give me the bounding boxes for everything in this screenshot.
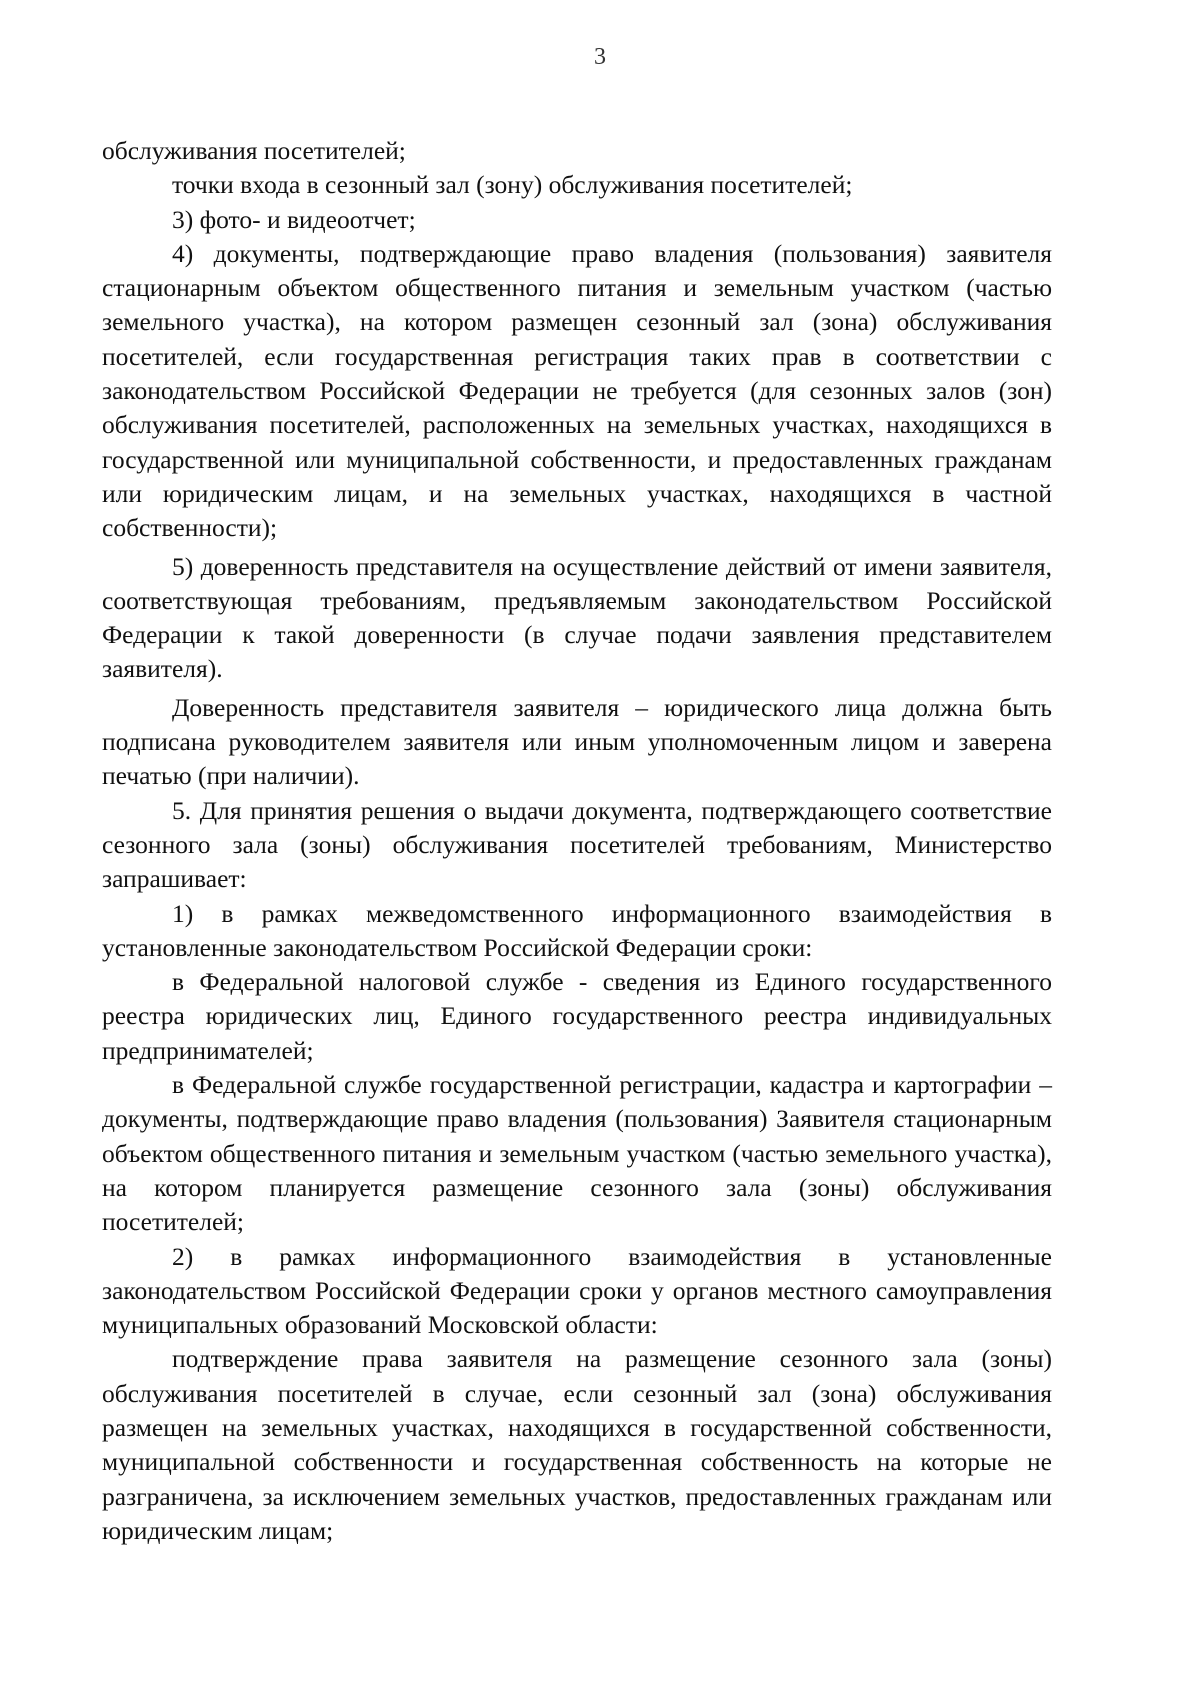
paragraph-subitem-1: 1) в рамках межведомственного информационного взаимодействия в установленные законодательством Российской Федерации сроки: [102, 898, 1052, 962]
paragraph-power-of-attorney: Доверенность представителя заявителя – юридического лица должна быть подписана руководителем заявителя или иным уполномоченным лицом и заверена печатью (при наличии). [102, 692, 1052, 791]
page-number: 3 [594, 44, 606, 70]
paragraph-tax-service: в Федеральной налоговой службе - сведения из Единого государственного реестра юридических лиц, Единого государственного реестра индивидуальных предпринимателей; [102, 967, 1052, 1065]
paragraph-registration-service: в Федеральной службе государственной регистрации, кадастра и картографии – документы, подтверждающие право владения (пользования) Заявителя стационарным объектом общественного питания и земельным участком (частью земельного участка), на котором планируется размещение сезонного зала (зоны) обслуживания посетителей; [102, 1070, 1052, 1237]
paragraph-subitem-2: 2) в рамках информационного взаимодействия в установленные законодательством Российской Федерации сроки у органов местного самоуправления муниципальных образований Московской области: [102, 1241, 1052, 1340]
paragraph-item-4: 4) документы, подтверждающие право владения (пользования) заявителя стационарным объектом общественного питания и земельным участком (частью земельного участка), на котором размещен сезонный зал (зона) обслуживания посетителей, если государственная регистрация таких прав в соответствии с законодательством Российской Федерации не требуется (для сезонных залов (зон) обслуживания посетителей, расположенных на земельных участках, находящихся в государственной или муниципальной собственности, и предоставленных гражданам или юридическим лицам, и на земельных участках, находящихся в частной собственности); [102, 238, 1052, 543]
paragraph-section-5: 5. Для принятия решения о выдачи документа, подтверждающего соответствие сезонного зала (зоны) обслуживания посетителей требованиям, Министерство запрашивает: [102, 795, 1052, 894]
document-body [102, 134, 1052, 1548]
paragraph-confirmation: подтверждение права заявителя на размещение сезонного зала (зоны) обслуживания посетителей в случае, если сезонный зал (зона) обслуживания размещен на земельных участках, находящихся в государственной собственности, муниципальной собственности и государственная собственность на которые не разграничена, за исключением земельных участков, предоставленных гражданам или юридическим лицам; [102, 1344, 1052, 1545]
paragraph-item-5: 5) доверенность представителя на осуществление действий от имени заявителя, соответствующая требованиям, предъявляемым законодательством Российской Федерации к такой доверенности (в случае подачи заявления представителем заявителя). [102, 551, 1052, 684]
paragraph-entry-points: точки входа в сезонный зал (зону) обслуживания посетителей; [172, 170, 853, 200]
paragraph-continuation: обслуживания посетителей; [102, 136, 406, 165]
paragraph-item-3: 3) фото- и видеоотчет; [172, 204, 416, 234]
